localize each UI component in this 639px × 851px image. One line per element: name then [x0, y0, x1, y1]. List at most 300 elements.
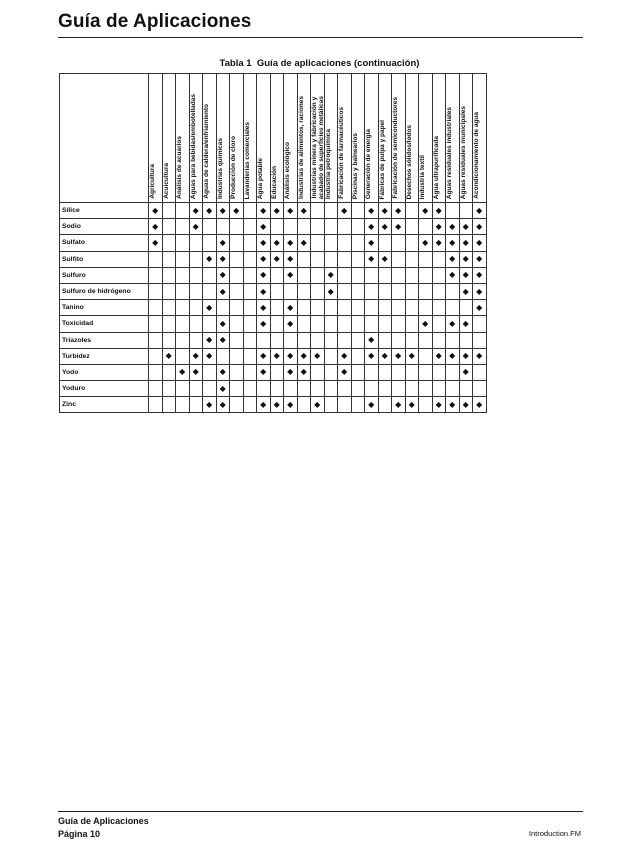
row-label: Toxicidad [60, 316, 149, 332]
table-cell-empty [230, 332, 244, 348]
table-cell-empty [365, 283, 379, 299]
applies-marker-icon: ◆ [473, 203, 487, 219]
row-label: Sílice [60, 203, 149, 219]
table-cell-empty [162, 219, 176, 235]
table-cell-empty [405, 283, 419, 299]
applies-marker-icon: ◆ [257, 251, 271, 267]
table-row [60, 332, 487, 348]
column-header-label: Piscinas y balnearios [351, 132, 359, 199]
column-header-label: Aguas residuales municipales [459, 105, 467, 199]
applies-marker-icon: ◆ [257, 316, 271, 332]
table-cell-empty [189, 300, 203, 316]
table-cell-empty [419, 381, 433, 397]
table-cell-empty [270, 267, 284, 283]
table-cell-empty [311, 219, 325, 235]
table-cell-empty [284, 219, 298, 235]
column-header-label: Análisis de acuarios [176, 136, 183, 199]
table-body [60, 203, 487, 413]
table-cell-empty [230, 381, 244, 397]
applies-marker-icon: ◆ [473, 235, 487, 251]
table-row [60, 300, 487, 316]
table-cell-empty [176, 267, 190, 283]
applies-marker-icon: ◆ [459, 348, 473, 364]
column-header-label: Industria petroquímica [324, 128, 332, 199]
column-header [284, 74, 298, 203]
table-cell-empty [230, 219, 244, 235]
row-label: Sulfuro [60, 267, 149, 283]
column-header-label: Fabricación de semiconductores [392, 97, 399, 199]
applies-marker-icon: ◆ [365, 203, 379, 219]
table-cell-empty [270, 219, 284, 235]
table-cell-empty [311, 267, 325, 283]
table-cell-empty [365, 267, 379, 283]
table-cell-empty [338, 316, 352, 332]
column-header [216, 74, 230, 203]
column-header [189, 74, 203, 203]
table-cell-empty [338, 397, 352, 413]
table-cell-empty [189, 381, 203, 397]
applies-marker-icon: ◆ [473, 251, 487, 267]
applies-marker-icon: ◆ [257, 364, 271, 380]
table-cell-empty [257, 332, 271, 348]
table-cell-empty [446, 364, 460, 380]
applies-marker-icon: ◆ [162, 348, 176, 364]
column-header-label: Acuicultura [162, 163, 170, 199]
applies-marker-icon: ◆ [365, 235, 379, 251]
table-cell-empty [162, 235, 176, 251]
table-cell-empty [378, 364, 392, 380]
applies-marker-icon: ◆ [459, 235, 473, 251]
applies-marker-icon: ◆ [216, 332, 230, 348]
table-cell-empty [419, 267, 433, 283]
table-cell-empty [405, 235, 419, 251]
applies-marker-icon: ◆ [459, 219, 473, 235]
table-corner-cell [60, 74, 149, 203]
table-cell-empty [311, 251, 325, 267]
table-cell-empty [311, 381, 325, 397]
table-cell-empty [419, 251, 433, 267]
applies-marker-icon: ◆ [284, 251, 298, 267]
table-cell-empty [270, 300, 284, 316]
applies-marker-icon: ◆ [284, 235, 298, 251]
table-caption-label: Tabla 1 [219, 58, 252, 69]
applies-marker-icon: ◆ [257, 397, 271, 413]
applies-marker-icon: ◆ [324, 283, 338, 299]
table-cell-empty [378, 316, 392, 332]
applies-marker-icon: ◆ [446, 267, 460, 283]
table-cell-empty [311, 316, 325, 332]
table-cell-empty [405, 251, 419, 267]
table-cell-empty [243, 219, 257, 235]
applies-marker-icon: ◆ [189, 364, 203, 380]
applies-marker-icon: ◆ [392, 219, 406, 235]
applies-marker-icon: ◆ [473, 219, 487, 235]
table-cell-empty [432, 251, 446, 267]
table-cell-empty [203, 235, 217, 251]
applies-marker-icon: ◆ [378, 203, 392, 219]
applies-marker-icon: ◆ [189, 203, 203, 219]
applies-marker-icon: ◆ [216, 381, 230, 397]
footer-page-label: Página 10 [58, 828, 101, 839]
applies-marker-icon: ◆ [203, 348, 217, 364]
table-cell-empty [432, 381, 446, 397]
row-label: Sodio [60, 219, 149, 235]
table-cell-empty [189, 332, 203, 348]
applies-marker-icon: ◆ [297, 203, 311, 219]
table-cell-empty [162, 203, 176, 219]
applies-marker-icon: ◆ [311, 348, 325, 364]
applies-marker-icon: ◆ [338, 203, 352, 219]
applies-marker-icon: ◆ [473, 397, 487, 413]
table-row [60, 283, 487, 299]
table-cell-empty [162, 381, 176, 397]
applies-marker-icon: ◆ [297, 348, 311, 364]
table-cell-empty [162, 251, 176, 267]
row-label: Sulfato [60, 235, 149, 251]
table-cell-empty [378, 267, 392, 283]
applies-marker-icon: ◆ [284, 267, 298, 283]
table-cell-empty [351, 203, 365, 219]
applies-marker-icon: ◆ [257, 283, 271, 299]
applies-marker-icon: ◆ [284, 316, 298, 332]
table-cell-empty [243, 267, 257, 283]
applies-marker-icon: ◆ [365, 251, 379, 267]
applies-marker-icon: ◆ [446, 316, 460, 332]
table-caption-text: Guía de aplicaciones (continuación) [256, 58, 420, 69]
table-cell-empty [189, 251, 203, 267]
column-header [432, 74, 446, 203]
applies-marker-icon: ◆ [203, 332, 217, 348]
applies-marker-icon: ◆ [270, 397, 284, 413]
table-cell-empty [270, 316, 284, 332]
table-cell-empty [405, 300, 419, 316]
table-cell-empty [392, 300, 406, 316]
column-header-label: Producción de cloro [230, 136, 237, 199]
table-cell-empty [243, 348, 257, 364]
table-cell-empty [351, 300, 365, 316]
table-cell-empty [176, 235, 190, 251]
column-header-label: Educación [270, 166, 278, 199]
column-header [459, 74, 473, 203]
table-cell-empty [432, 283, 446, 299]
applies-marker-icon: ◆ [378, 219, 392, 235]
column-header-label: Industria textil [419, 154, 426, 199]
table-cell-empty [176, 283, 190, 299]
table-cell-empty [297, 251, 311, 267]
table-cell-empty [378, 283, 392, 299]
applies-marker-icon: ◆ [270, 203, 284, 219]
applies-marker-icon: ◆ [392, 397, 406, 413]
table-cell-empty [216, 219, 230, 235]
table-cell-empty [176, 332, 190, 348]
table-cell-empty [149, 267, 163, 283]
table-cell-empty [243, 300, 257, 316]
table-cell-empty [419, 332, 433, 348]
applies-marker-icon: ◆ [459, 364, 473, 380]
table-cell-empty [270, 364, 284, 380]
table-cell-empty [338, 283, 352, 299]
table-cell-empty [230, 397, 244, 413]
applies-marker-icon: ◆ [284, 203, 298, 219]
applies-marker-icon: ◆ [216, 267, 230, 283]
table-cell-empty [324, 397, 338, 413]
applies-marker-icon: ◆ [392, 203, 406, 219]
column-header-label: Industrias de alimentos, raciones [297, 96, 305, 199]
table-cell-empty [257, 381, 271, 397]
table-cell-empty [473, 316, 487, 332]
applies-marker-icon: ◆ [378, 251, 392, 267]
table-cell-empty [243, 397, 257, 413]
column-header [378, 74, 392, 203]
table-cell-empty [230, 316, 244, 332]
table-cell-empty [446, 381, 460, 397]
applies-marker-icon: ◆ [270, 235, 284, 251]
table-cell-empty [351, 348, 365, 364]
table-cell-empty [149, 300, 163, 316]
table-cell-empty [243, 364, 257, 380]
applies-marker-icon: ◆ [149, 203, 163, 219]
table-cell-empty [189, 267, 203, 283]
table-cell-empty [432, 316, 446, 332]
applies-marker-icon: ◆ [216, 251, 230, 267]
table-cell-empty [419, 364, 433, 380]
table-cell-empty [311, 364, 325, 380]
table-cell-empty [284, 283, 298, 299]
column-header-label: Agua ultrapurificada [432, 135, 440, 199]
table-row [60, 364, 487, 380]
table-cell-empty [203, 316, 217, 332]
table-cell-empty [284, 332, 298, 348]
table-cell-empty [230, 300, 244, 316]
table-cell-empty [243, 316, 257, 332]
table-cell-empty [473, 381, 487, 397]
table-header-row [60, 74, 487, 203]
applies-marker-icon: ◆ [446, 235, 460, 251]
table-cell-empty [378, 332, 392, 348]
column-header-label: Aguas de caldera/enfriamiento [203, 104, 210, 199]
table-cell-empty [351, 219, 365, 235]
applies-marker-icon: ◆ [392, 348, 406, 364]
table-cell-empty [176, 381, 190, 397]
column-header [446, 74, 460, 203]
table-cell-empty [473, 364, 487, 380]
table-cell-empty [351, 332, 365, 348]
table-cell-empty [243, 251, 257, 267]
table-cell-empty [351, 267, 365, 283]
table-cell-empty [446, 203, 460, 219]
applies-marker-icon: ◆ [378, 348, 392, 364]
table-cell-empty [189, 283, 203, 299]
table-cell-empty [149, 316, 163, 332]
applies-marker-icon: ◆ [324, 267, 338, 283]
applies-marker-icon: ◆ [216, 397, 230, 413]
table-row [60, 267, 487, 283]
table-cell-empty [405, 364, 419, 380]
table-cell-empty [149, 332, 163, 348]
row-label: Yodo [60, 364, 149, 380]
applies-marker-icon: ◆ [365, 397, 379, 413]
footer-doc-title: Guía de Aplicaciones [58, 816, 149, 826]
table-cell-empty [230, 267, 244, 283]
applies-marker-icon: ◆ [473, 283, 487, 299]
applies-marker-icon: ◆ [203, 397, 217, 413]
applies-marker-icon: ◆ [216, 235, 230, 251]
column-header-label: Agua potable [257, 157, 264, 199]
table-cell-empty [378, 397, 392, 413]
column-header-label: Aguas residuales industriales [446, 106, 453, 199]
applies-marker-icon: ◆ [270, 348, 284, 364]
column-header [230, 74, 244, 203]
applies-marker-icon: ◆ [419, 203, 433, 219]
table-cell-empty [446, 300, 460, 316]
table-cell-empty [432, 300, 446, 316]
applies-marker-icon: ◆ [446, 251, 460, 267]
table-row [60, 219, 487, 235]
table-cell-empty [351, 283, 365, 299]
table-cell-empty [405, 219, 419, 235]
column-header [392, 74, 406, 203]
applies-marker-icon: ◆ [216, 364, 230, 380]
column-header-label: Industrias minera y fabricación y acabado de superficies metálicas [311, 95, 325, 199]
table-cell-empty [392, 235, 406, 251]
table-cell-empty [338, 235, 352, 251]
table-row [60, 397, 487, 413]
table-cell-empty [459, 203, 473, 219]
table-cell-empty [338, 267, 352, 283]
table-cell-empty [162, 316, 176, 332]
applies-marker-icon: ◆ [365, 332, 379, 348]
table-cell-empty [392, 381, 406, 397]
column-header [324, 74, 338, 203]
column-header [203, 74, 217, 203]
table-cell-empty [473, 332, 487, 348]
column-header [351, 74, 365, 203]
applies-marker-icon: ◆ [257, 235, 271, 251]
applies-marker-icon: ◆ [405, 348, 419, 364]
column-header-label: Aguas para bebidas/embotelladas [189, 93, 197, 199]
table-cell-empty [351, 397, 365, 413]
column-header [365, 74, 379, 203]
table-cell-empty [230, 364, 244, 380]
table-cell-empty [230, 251, 244, 267]
table-cell-empty [216, 300, 230, 316]
table-cell-empty [459, 332, 473, 348]
table-row [60, 251, 487, 267]
applies-marker-icon: ◆ [432, 219, 446, 235]
table-cell-empty [203, 283, 217, 299]
table-cell-empty [459, 381, 473, 397]
applies-marker-icon: ◆ [446, 219, 460, 235]
table-cell-empty [338, 251, 352, 267]
row-label: Turbidez [60, 348, 149, 364]
applies-marker-icon: ◆ [203, 251, 217, 267]
table-cell-empty [176, 300, 190, 316]
table-caption [0, 58, 639, 69]
table-cell-empty [297, 283, 311, 299]
column-header [149, 74, 163, 203]
applies-marker-icon: ◆ [459, 397, 473, 413]
table-cell-empty [297, 316, 311, 332]
column-header-label: Desechos sólidos/lodos [405, 124, 413, 199]
applies-marker-icon: ◆ [432, 348, 446, 364]
applies-marker-icon: ◆ [216, 283, 230, 299]
column-header-label: Fábricas de pulpa y papel [378, 119, 386, 199]
table-cell-empty [365, 381, 379, 397]
table-row [60, 381, 487, 397]
column-header-label: Acondicionamiento de agua [473, 112, 480, 199]
applies-marker-icon: ◆ [473, 348, 487, 364]
table-cell-empty [176, 316, 190, 332]
applies-marker-icon: ◆ [365, 348, 379, 364]
title-divider [58, 37, 583, 38]
table-cell-empty [378, 235, 392, 251]
applies-marker-icon: ◆ [459, 267, 473, 283]
table-cell-empty [176, 251, 190, 267]
applies-marker-icon: ◆ [216, 316, 230, 332]
footer-file-name: Introduction.FM [528, 829, 581, 838]
table-cell-empty [324, 235, 338, 251]
table-cell-empty [230, 283, 244, 299]
table-cell-empty [162, 364, 176, 380]
table-cell-empty [176, 219, 190, 235]
table-cell-empty [149, 364, 163, 380]
applies-marker-icon: ◆ [230, 203, 244, 219]
table-cell-empty [392, 364, 406, 380]
table-cell-empty [189, 316, 203, 332]
table-cell-empty [162, 332, 176, 348]
applies-marker-icon: ◆ [257, 300, 271, 316]
table-cell-empty [149, 251, 163, 267]
applies-marker-icon: ◆ [284, 348, 298, 364]
table-cell-empty [270, 283, 284, 299]
table-row [60, 235, 487, 251]
table-cell-empty [297, 381, 311, 397]
table-cell-empty [243, 235, 257, 251]
table-cell-empty [162, 267, 176, 283]
table-cell-empty [324, 364, 338, 380]
column-header-label: Agricultura [149, 164, 156, 199]
column-header [176, 74, 190, 203]
column-header [405, 74, 419, 203]
applies-marker-icon: ◆ [284, 397, 298, 413]
table-cell-empty [324, 348, 338, 364]
applies-marker-icon: ◆ [419, 235, 433, 251]
table-cell-empty [297, 219, 311, 235]
applies-marker-icon: ◆ [257, 219, 271, 235]
table-cell-empty [459, 300, 473, 316]
table-cell-empty [189, 235, 203, 251]
table-cell-empty [324, 203, 338, 219]
applies-marker-icon: ◆ [149, 235, 163, 251]
table-cell-empty [405, 203, 419, 219]
footer-divider [58, 811, 583, 812]
table-cell-empty [324, 251, 338, 267]
table-cell-empty [270, 332, 284, 348]
table-cell-empty [162, 397, 176, 413]
table-cell-empty [392, 267, 406, 283]
applies-marker-icon: ◆ [432, 397, 446, 413]
table-cell-empty [243, 381, 257, 397]
table-cell-empty [351, 251, 365, 267]
row-label: Triazoles [60, 332, 149, 348]
table-cell-empty [446, 332, 460, 348]
applies-marker-icon: ◆ [257, 203, 271, 219]
footer-left [58, 815, 149, 840]
table-cell-empty [162, 283, 176, 299]
table-cell-empty [203, 219, 217, 235]
applies-marker-icon: ◆ [189, 348, 203, 364]
row-label: Yoduro [60, 381, 149, 397]
